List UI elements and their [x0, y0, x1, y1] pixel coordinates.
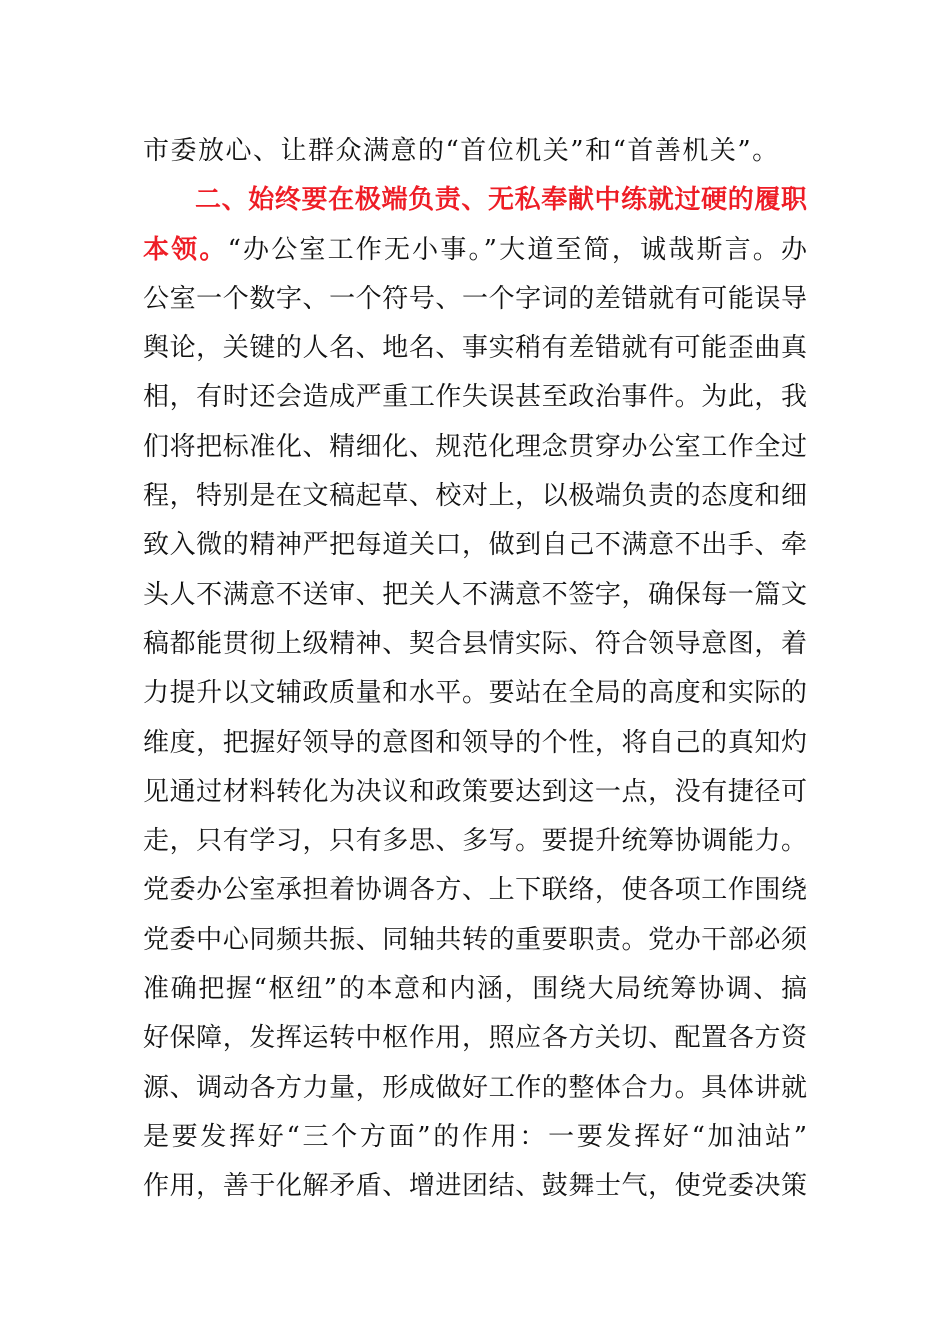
- section-heading-line: [143, 176, 807, 225]
- text-line: 舆论，关键的人名、地名、事实稍有差错就有可能歪曲真: [143, 333, 807, 364]
- section-heading-continued: 本领。: [143, 234, 228, 265]
- text-line: [143, 226, 807, 275]
- text-line: 准确把握“枢纽”的本意和内涵，围绕大局统筹协调、搞: [143, 974, 807, 1005]
- text-line: 走，只有学习，只有多思、多写。要提升统筹协调能力。: [143, 826, 807, 857]
- body-text: [143, 127, 807, 1212]
- text-line: 程，特别是在文稿起草、校对上，以极端负责的态度和细: [143, 481, 807, 512]
- text-line: 是要发挥好“三个方面”的作用：一要发挥好“加油站”: [143, 1121, 807, 1152]
- paragraph-text: “办公室工作无小事。”大道至简，诚哉斯言。办: [227, 234, 807, 265]
- text-line: 致入微的精神严把每道关口，做到自己不满意不出手、牵: [143, 530, 807, 561]
- text-line: 党委中心同频共振、同轴共转的重要职责。党办干部必须: [143, 924, 807, 955]
- text-line: 作用，善于化解矛盾、增进团结、鼓舞士气，使党委决策: [143, 1171, 807, 1202]
- text-line: 市委放心、让群众满意的“首位机关”和“首善机关”。: [143, 136, 780, 166]
- text-line: 头人不满意不送审、把关人不满意不签字，确保每一篇文: [143, 579, 807, 610]
- text-line: 力提升以文辅政质量和水平。要站在全局的高度和实际的: [143, 678, 807, 709]
- text-line: 相，有时还会造成严重工作失误甚至政治事件。为此，我: [143, 382, 807, 413]
- text-line: 公室一个数字、一个符号、一个字词的差错就有可能误导: [143, 283, 807, 314]
- section-heading: 二、始终要在极端负责、无私奉献中练就过硬的履职: [195, 185, 807, 216]
- text-line: 见通过材料转化为决议和政策要达到这一点，没有捷径可: [143, 776, 807, 807]
- text-line: 源、调动各方力量，形成做好工作的整体合力。具体讲就: [143, 1072, 807, 1103]
- text-line: 稿都能贯彻上级精神、契合县情实际、符合领导意图，着: [143, 628, 807, 659]
- text-line: 维度，把握好领导的意图和领导的个性，将自己的真知灼: [143, 727, 807, 758]
- text-line: 们将把标准化、精细化、规范化理念贯穿办公室工作全过: [143, 431, 807, 462]
- text-line: 好保障，发挥运转中枢作用，照应各方关切、配置各方资: [143, 1023, 807, 1054]
- text-line: 党委办公室承担着协调各方、上下联络，使各项工作围绕: [143, 875, 807, 906]
